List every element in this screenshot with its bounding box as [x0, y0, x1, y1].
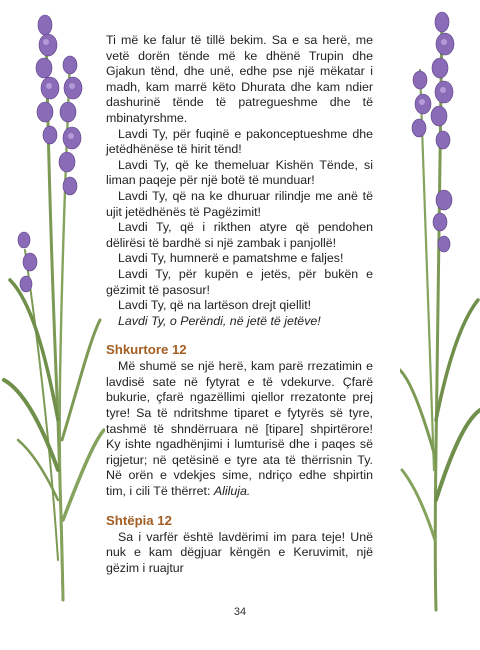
paragraph: Ti më ke falur të tillë bekim. Sa e sa herë, me vetë dorën tënde më ke dhënë Trupin dhe Gjakun tënd, dhe unë, edhe pse një mëkatar i madh, kam marrë këto Dhurata dhe kam ndier dashurinë tënde të patregueshme dhe të mbinatyrshme.	[106, 33, 373, 125]
paragraph: Lavdi Ty, që na ke dhuruar rilindje me anë të ujit jetëdhënës të Pagëzimit!	[106, 188, 373, 219]
lavender-illustration-right	[400, 0, 480, 650]
section-body-italic: Aliluja.	[213, 484, 251, 499]
paragraph: Lavdi Ty, humnerë e pamatshme e faljes!	[118, 251, 344, 266]
lavender-illustration-left	[0, 0, 105, 650]
section-body: Sa i varfër është lavdërimi im para teje! Unë nuk e kam dëgjuar këngën e Keruvimit, një gëzim i ruajtur	[106, 529, 373, 575]
section-heading-shkurtore: Shkurtore 12	[106, 342, 187, 358]
paragraph: Lavdi Ty, për kupën e jetës, për bukën e gëzimit të pasosur!	[106, 266, 373, 297]
paragraph: Lavdi Ty, që na lartëson drejt qiellit!	[118, 298, 312, 313]
section-heading-shtepia: Shtëpia 12	[106, 512, 172, 528]
section-body	[106, 359, 373, 499]
closing-line: Lavdi Ty, o Perëndi, në jetë të jetëve!	[118, 313, 321, 328]
page-text	[106, 33, 373, 576]
section-body-text: Më shumë se një herë, kam parë rrezatimin e lavdisë sate në fytyrat e të vdekurve. Çfarë bukurie, çfarë ngazëllimi qiellor rrezatonte prej tyre! Sa të ndritshme tiparet e fytyrës së tyre, tashmë të shndërruara në [tipare] shpirtërore! Ky ishte ngadhënjimi i lumturisë dhe i paqes së rigjetur; në qetësinë e tyre ata të thërrisnin Ty. Në orën e vdekjes sime, ndriço edhe shpirtin tim, i cili Të thërret:	[106, 359, 373, 499]
paragraph: Lavdi Ty, për fuqinë e pakonceptueshme dhe jetëdhënëse të hirit tënd!	[106, 126, 373, 157]
paragraph: Lavdi Ty, që ke themeluar Kishën Tënde, si liman paqeje për një botë të munduar!	[106, 157, 373, 188]
page-number: 34	[233, 606, 247, 618]
paragraph: Lavdi Ty, që i rikthen atyre që pendohen dëlirësi të bardhë si një zambak i panjollë!	[106, 220, 373, 250]
